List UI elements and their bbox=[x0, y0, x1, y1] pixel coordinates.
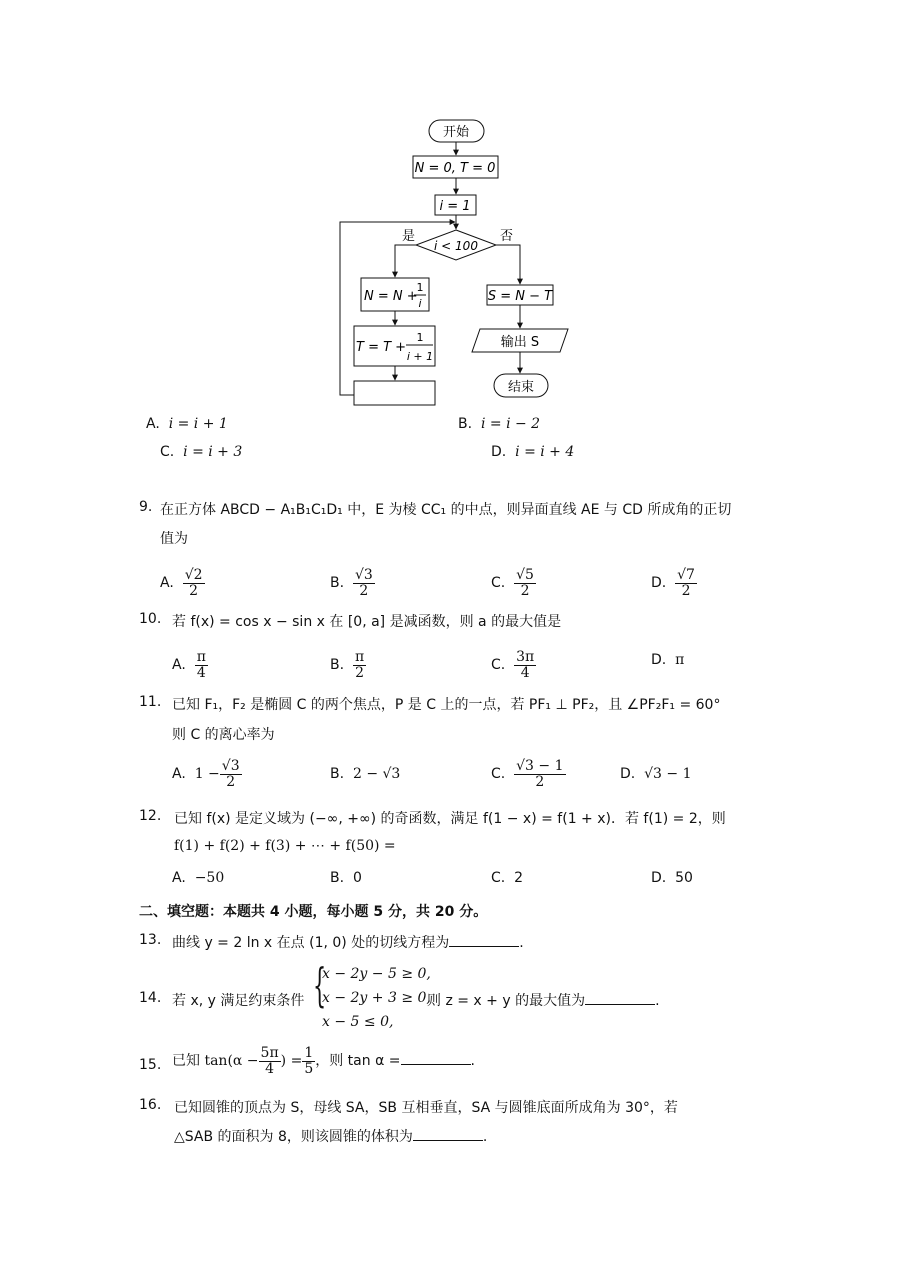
q14-constraint-2: x − 2y + 3 ≥ 0, bbox=[322, 990, 431, 1006]
output-label: 输出 S bbox=[500, 335, 540, 350]
init-label: N = 0, T = 0 bbox=[414, 161, 496, 176]
q16-number: 16. bbox=[139, 1097, 162, 1113]
q10-option-a: A. $\frac{\pi}{4}$ bbox=[172, 649, 206, 681]
q12-option-b: B. 0 bbox=[330, 870, 362, 886]
q9-option-b: B. $\frac{√3}{2}$ bbox=[330, 567, 373, 599]
q14-constraint-3: x − 5 ≤ 0, bbox=[322, 1014, 394, 1030]
q12-option-a: A. −50 bbox=[172, 870, 225, 886]
q14-number: 14. bbox=[139, 990, 162, 1006]
q11-number: 11. bbox=[139, 694, 162, 710]
flowchart bbox=[0, 0, 909, 420]
q10-option-c: C. $\frac{3\pi}{4}$ bbox=[491, 649, 535, 681]
section-2-heading: 二、填空题：本题共 4 小题，每小题 5 分，共 20 分。 bbox=[139, 904, 488, 920]
q13-number: 13. bbox=[139, 932, 162, 948]
n-frac-num: 1 bbox=[416, 281, 424, 294]
q15-question: 已知 tan(α − $\frac{5\pi}{4}$ ) = $\frac{1}{5}$ ，则 tan α = . bbox=[172, 1045, 475, 1077]
n-update-label: N = N + bbox=[364, 289, 418, 304]
q16-question-line2: △SAB 的面积为 8，则该圆锥的体积为 . bbox=[174, 1126, 487, 1146]
q15-answer-blank[interactable] bbox=[401, 1050, 471, 1065]
q10-number: 10. bbox=[139, 611, 162, 627]
end-label: 结束 bbox=[507, 380, 535, 395]
q11-option-a: A. 1 − $\frac{√3}{2}$ bbox=[172, 758, 240, 790]
n-frac-den: i bbox=[418, 297, 422, 310]
t-frac-num: 1 bbox=[416, 331, 424, 344]
start-label: 开始 bbox=[442, 125, 470, 140]
q9-option-d: D. $\frac{√7}{2}$ bbox=[651, 567, 695, 599]
q11-text-line1: 已知 F₁，F₂ 是椭圆 C 的两个焦点，P 是 C 上的一点，若 PF₁ ⊥ PF₂，且 ∠PF₂F₁ = 60° bbox=[172, 697, 721, 713]
yes-label: 是 bbox=[402, 229, 416, 244]
q9-text-line1: 在正方体 ABCD − A₁B₁C₁D₁ 中，E 为棱 CC₁ 的中点，则异面直线 AE 与 CD 所成角的正切 bbox=[160, 502, 732, 518]
q8-option-a: A. i = i + 1 bbox=[146, 416, 228, 432]
q14-answer-blank[interactable] bbox=[585, 990, 655, 1005]
q8-option-c: C. i = i + 3 bbox=[160, 444, 243, 460]
q14-pre: 若 x, y 满足约束条件 bbox=[172, 993, 305, 1009]
q10-text: 若 f(x) = cos x − sin x 在 [0, a] 是减函数，则 a 的最大值是 bbox=[172, 614, 562, 630]
q16-answer-blank[interactable] bbox=[413, 1126, 483, 1141]
q14-brace: { bbox=[313, 958, 327, 1012]
q13-question: 曲线 y = 2 ln x 在点 (1, 0) 处的切线方程为 . bbox=[172, 932, 524, 952]
q11-option-b: B. 2 − √3 bbox=[330, 766, 401, 782]
q11-text-line2: 则 C 的离心率为 bbox=[172, 727, 275, 743]
q9-option-c: C. $\frac{√5}{2}$ bbox=[491, 567, 534, 599]
q11-option-d: D. √3 − 1 bbox=[620, 766, 692, 782]
q10-option-d: D. π bbox=[651, 652, 685, 668]
q11-option-c: C. $\frac{√3 - 1}{2}$ bbox=[491, 758, 564, 790]
q9-option-a: A. $\frac{√2}{2}$ bbox=[160, 567, 203, 599]
q10-option-b: B. $\frac{\pi}{2}$ bbox=[330, 649, 365, 681]
q9-text-line2: 值为 bbox=[160, 531, 188, 547]
q12-option-d: D. 50 bbox=[651, 870, 693, 886]
no-label: 否 bbox=[500, 229, 514, 244]
q15-number: 15. bbox=[139, 1057, 162, 1073]
q8-option-d: D. i = i + 4 bbox=[491, 444, 575, 460]
q12-text-line2: f(1) + f(2) + f(3) + ⋯ + f(50) = bbox=[174, 838, 396, 854]
blank-step-box bbox=[354, 381, 435, 405]
i-init-label: i = 1 bbox=[439, 199, 471, 214]
q12-text-line1: 已知 f(x) 是定义域为 (−∞, +∞) 的奇函数，满足 f(1 − x) = f(1 + x)．若 f(1) = 2，则 bbox=[174, 811, 726, 827]
q16-text-line1: 已知圆锥的顶点为 S，母线 SA，SB 互相垂直，SA 与圆锥底面所成角为 30°，若 bbox=[174, 1100, 678, 1116]
condition-label: i < 100 bbox=[434, 239, 478, 253]
q14-constraint-1: x − 2y − 5 ≥ 0, bbox=[322, 966, 431, 982]
t-update-label: T = T + bbox=[356, 340, 407, 355]
q12-number: 12. bbox=[139, 808, 162, 824]
q12-option-c: C. 2 bbox=[491, 870, 524, 886]
q9-number: 9. bbox=[139, 499, 153, 515]
q13-answer-blank[interactable] bbox=[449, 932, 519, 947]
q14-post: 则 z = x + y 的最大值为 . bbox=[427, 990, 660, 1010]
s-calc-label: S = N − T bbox=[487, 289, 553, 304]
q8-option-b: B. i = i − 2 bbox=[458, 416, 541, 432]
t-frac-den: i + 1 bbox=[406, 350, 434, 363]
